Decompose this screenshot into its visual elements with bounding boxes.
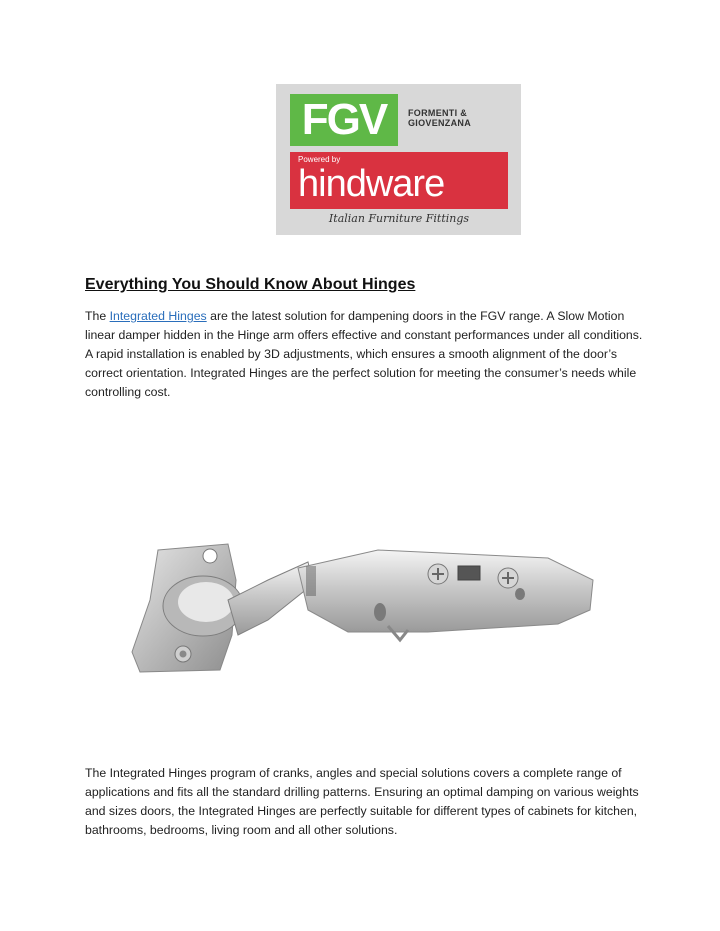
fgv-logo-mark: FGV [290, 94, 398, 146]
fgv-company-name [408, 108, 513, 128]
integrated-hinges-link[interactable]: Integrated Hinges [109, 309, 207, 323]
hindware-logo-block [290, 152, 508, 209]
intro-lead: The [85, 309, 110, 323]
fgv-name-line1: FORMENTI & [408, 108, 467, 118]
powered-by-label: Powered by [298, 155, 341, 164]
intro-rest: are the latest solution for dampening doors in the FGV range. A Slow Motion linear damper hidden in the Hinge arm offers effective and constant performances under all conditions. A rapid installation is enabled by 3D adjustments, which ensures a smooth alignment of the door’s correct orientation. Integrated Hinges are the perfect solution for meeting the consumer’s needs while controlling cost. [85, 309, 643, 399]
fgv-hindware-logo [276, 84, 521, 235]
logo-tagline: Italian Furniture Fittings [328, 212, 470, 225]
page-title: Everything You Should Know About Hinges [85, 276, 416, 293]
intro-paragraph [85, 307, 645, 402]
fgv-name-line2: GIOVENZANA [408, 118, 472, 128]
hindware-wordmark: hindware [298, 163, 445, 205]
program-paragraph: The Integrated Hinges program of cranks, angles and special solutions covers a complete range of applications and fits all the standard drilling patterns. Ensuring an optimal damping on various weights and sizes doors, the Integrated Hinges are perfectly suitable for different types of cabinets for kitchen, bathrooms, bedrooms, living room and all other solutions. [85, 766, 639, 837]
hinge-image [128, 540, 598, 690]
